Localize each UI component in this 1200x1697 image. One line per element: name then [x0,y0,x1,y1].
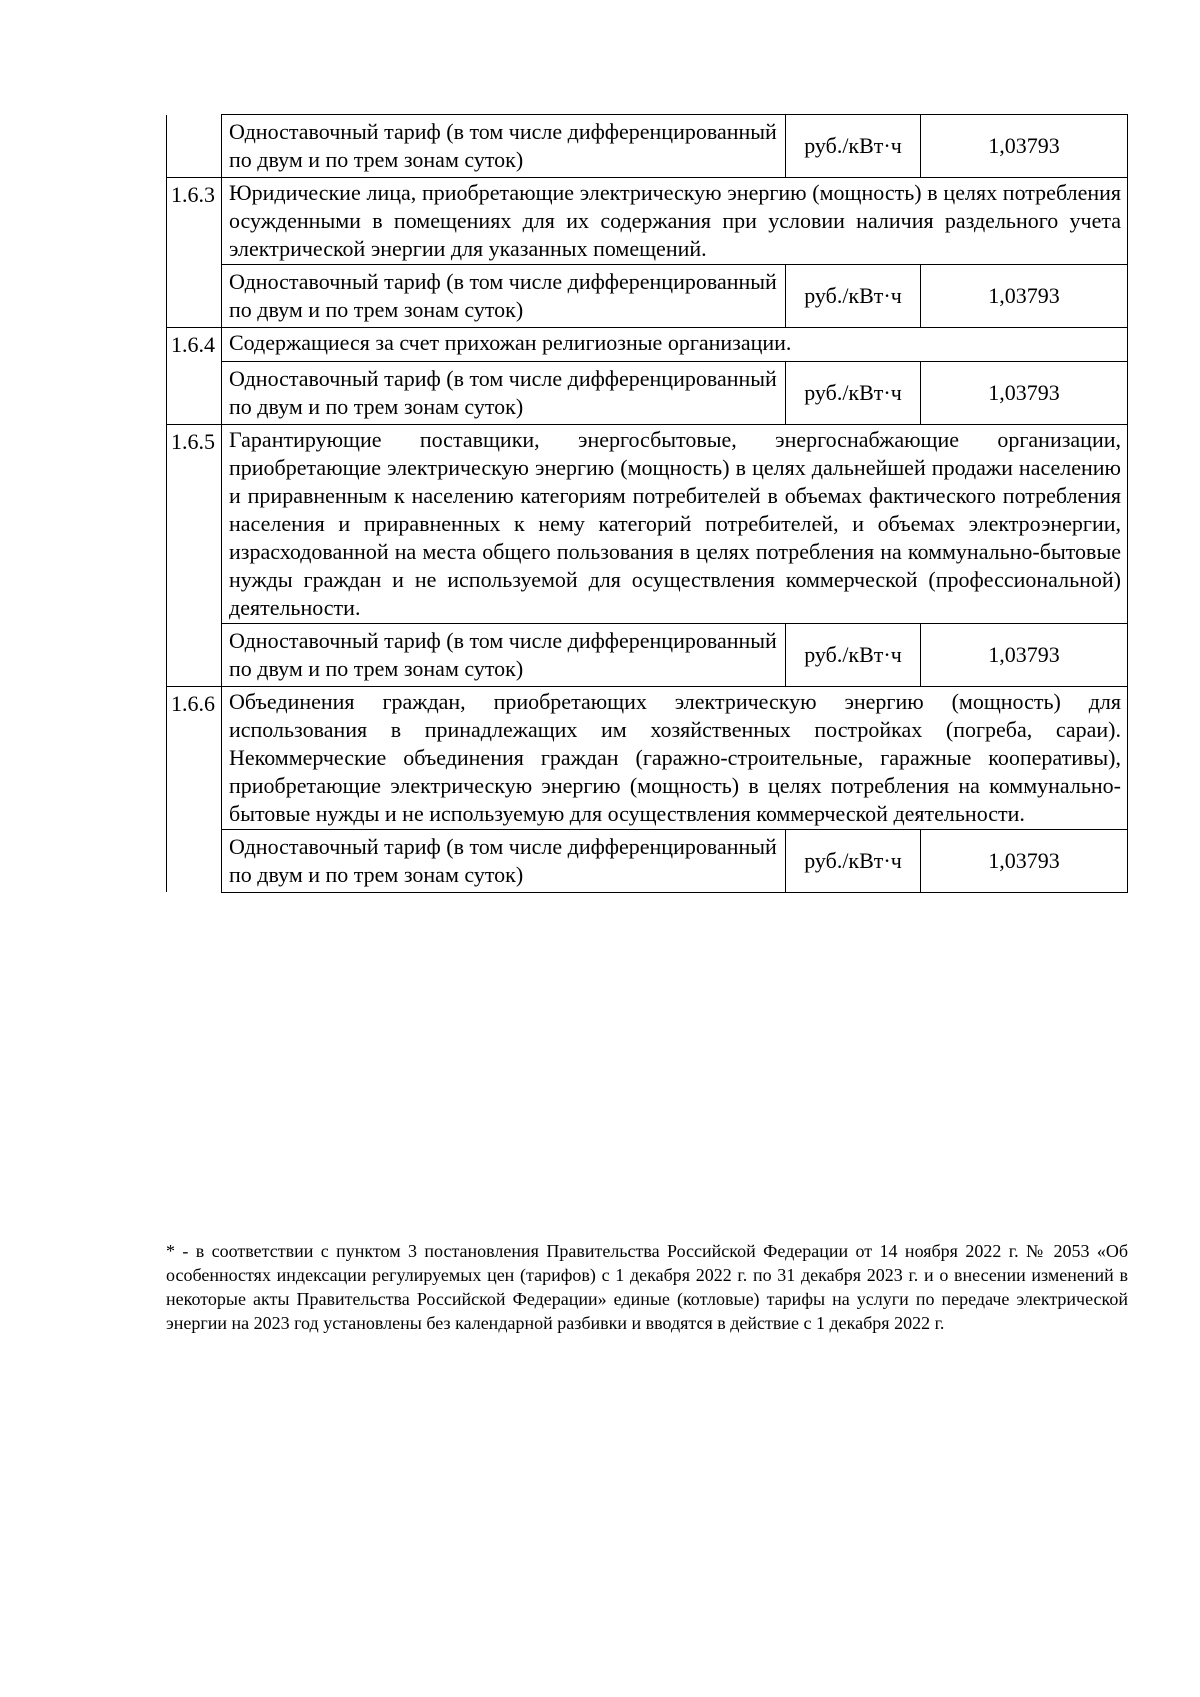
tariff-name: Одноставочный тариф (в том числе дифференцированный по двум и по трем зонам суток) [222,829,786,892]
table-row [167,265,1128,328]
tariff-unit: руб./кВт·ч [786,115,921,178]
tariff-value: 1,03793 [921,623,1128,686]
tariff-value: 1,03793 [921,361,1128,424]
tariff-value: 1,03793 [921,829,1128,892]
tariff-unit: руб./кВт·ч [786,623,921,686]
tariff-unit: руб./кВт·ч [786,361,921,424]
category-description: Содержащиеся за счет прихожан религиозные организации. [222,328,1128,362]
tariff-name: Одноставочный тариф (в том числе дифференцированный по двум и по трем зонам суток) [222,265,786,328]
row-number [167,115,222,178]
category-description: Гарантирующие поставщики, энергосбытовые, энергоснабжающие организации, приобретающие электрическую энергию (мощность) в целях дальнейшей продажи населению и приравненным к населению категориям потребителей в объемах фактического потребления населения и приравненных к нему категорий потребителей, и объемах электроэнергии, израсходованной на места общего пользования в целях потребления на коммунально-бытовые нужды граждан и не используемой для осуществления коммерческой (профессиональной) деятельности. [222,424,1128,623]
tariff-name: Одноставочный тариф (в том числе дифференцированный по двум и по трем зонам суток) [222,623,786,686]
table-row [167,178,1128,265]
tariff-unit: руб./кВт·ч [786,265,921,328]
row-number [167,265,222,328]
tariff-value: 1,03793 [921,265,1128,328]
row-number [167,623,222,686]
row-number: 1.6.6 [167,686,222,829]
table-row [167,424,1128,623]
row-number: 1.6.4 [167,328,222,362]
table-row [167,361,1128,424]
tariff-unit: руб./кВт·ч [786,829,921,892]
category-description: Объединения граждан, приобретающих электрическую энергию (мощность) для использования в принадлежащих им хозяйственных постройках (погреба, сараи). Некоммерческие объединения граждан (гаражно-строительные, гаражные кооперативы), приобретающие электрическую энергию (мощность) в целях потребления на коммунально-бытовые нужды и не используемую для осуществления коммерческой деятельности. [222,686,1128,829]
category-description: Юридические лица, приобретающие электрическую энергию (мощность) в целях потребления осужденными в помещениях для их содержания при условии наличия раздельного учета электрической энергии для указанных помещений. [222,178,1128,265]
table-row [167,115,1128,178]
tariff-name: Одноставочный тариф (в том числе дифференцированный по двум и по трем зонам суток) [222,361,786,424]
tariff-value: 1,03793 [921,115,1128,178]
table-row [167,829,1128,892]
row-number [167,829,222,892]
table-row [167,328,1128,362]
row-number: 1.6.3 [167,178,222,265]
footnote: * - в соответствии с пунктом 3 постановления Правительства Российской Федерации от 14 ноября 2022 г. № 2053 «Об особенностях индексации регулируемых цен (тарифов) с 1 декабря 2022 г. по 31 декабря 2023 г. и о внесении изменений в некоторые акты Правительства Российской Федерации» единые (котловые) тарифы на услуги по передаче электрической энергии на 2023 год установлены без календарной разбивки и вводятся в действие с 1 декабря 2022 г. [166,1241,1128,1333]
table-row [167,686,1128,829]
tariff-table [166,114,1128,893]
table-row [167,623,1128,686]
row-number [167,361,222,424]
row-number: 1.6.5 [167,424,222,623]
tariff-name: Одноставочный тариф (в том числе дифференцированный по двум и по трем зонам суток) [222,115,786,178]
